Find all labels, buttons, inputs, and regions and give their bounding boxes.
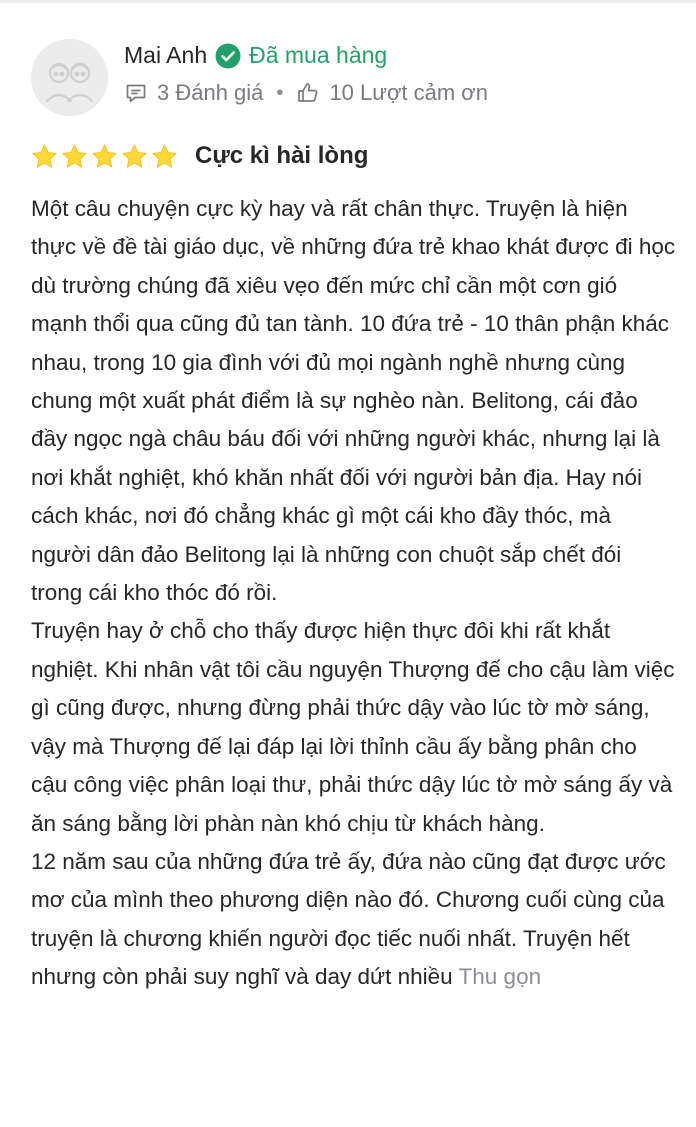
thumbs-up-icon xyxy=(296,81,320,105)
purchased-badge: Đã mua hàng xyxy=(249,42,388,68)
review-paragraph-2: Truyện hay ở chỗ cho thấy được hiện thực đôi khi rất khắt nghiệt. Khi nhân vật tôi cầu nguyện Thượng đế cho cậu làm việc gì cũng được, nhưng đừng phải thức dậy vào lúc tờ mờ sáng, vậy mà Thượng đế lại đáp lại lời thỉnh cầu ấy bằng phân cho cậu công việc phân loại thư, phải thức dậy lúc tờ mờ sáng ấy và ăn sáng bằng lời phàn nàn khó chịu từ khách hàng. xyxy=(31,618,675,836)
review-paragraph-3-text: 12 năm sau của những đứa trẻ ấy, đứa nào cũng đạt được ước mơ của mình theo phương diện nào đó. Chương cuối cùng của truyện là chương khiến người đọc tiếc nuối nhất. Truyện hết nhưng còn phải suy nghĩ và day dứt nhiều xyxy=(31,848,666,990)
top-divider xyxy=(0,0,696,3)
review-paragraph-1: Một câu chuyện cực kỳ hay và rất chân thực. Truyện là hiện thực về đề tài giáo dục, về những đứa trẻ khao khát được đi học dù trường chúng đã xiêu vẹo đến mức chỉ cần một cơn gió mạnh thổi qua cũng đủ tan tành. 10 đứa trẻ - 10 thân phận khác nhau, trong 10 gia đình với đủ mọi ngành nghề nhưng cùng chung một xuất phát điểm là sự nghèo nàn. Belitong, cái đảo đầy ngọc ngà châu báu đối với những người khác, nhưng lại là nơi khắt nghiệt, khó khăn nhất đối với người bản địa. Hay nói cách khác, nơi đó chẳng khác gì một cái kho đầy thóc, mà người dân đảo Belitong lại là những con chuột sắp chết đói trong cái kho thóc đó rồi. xyxy=(31,196,676,606)
review-paragraph-3 xyxy=(31,843,677,997)
reviews-count: 3 Đánh giá xyxy=(157,80,264,105)
user-name[interactable]: Mai Anh xyxy=(124,42,208,68)
rating-row xyxy=(31,142,368,170)
star-icon xyxy=(121,143,148,170)
review-header xyxy=(31,36,671,116)
thanks-count[interactable]: 10 Lượt cảm ơn xyxy=(329,80,488,105)
chat-square-icon xyxy=(124,81,148,105)
star-icon xyxy=(151,143,178,170)
meta-separator: • xyxy=(276,81,284,104)
user-stats-row xyxy=(124,80,488,106)
star-icon xyxy=(91,143,118,170)
user-name-row xyxy=(124,42,387,69)
review-content xyxy=(31,190,677,997)
check-circle-icon xyxy=(215,43,241,69)
collapse-link[interactable]: Thu gọn xyxy=(458,964,542,990)
rating-title: Cực kì hài lòng xyxy=(195,142,369,169)
avatar-illustration-icon xyxy=(31,39,108,116)
star-icon xyxy=(61,143,88,170)
star-icon xyxy=(31,143,58,170)
star-rating xyxy=(31,143,178,170)
avatar[interactable] xyxy=(31,39,108,116)
